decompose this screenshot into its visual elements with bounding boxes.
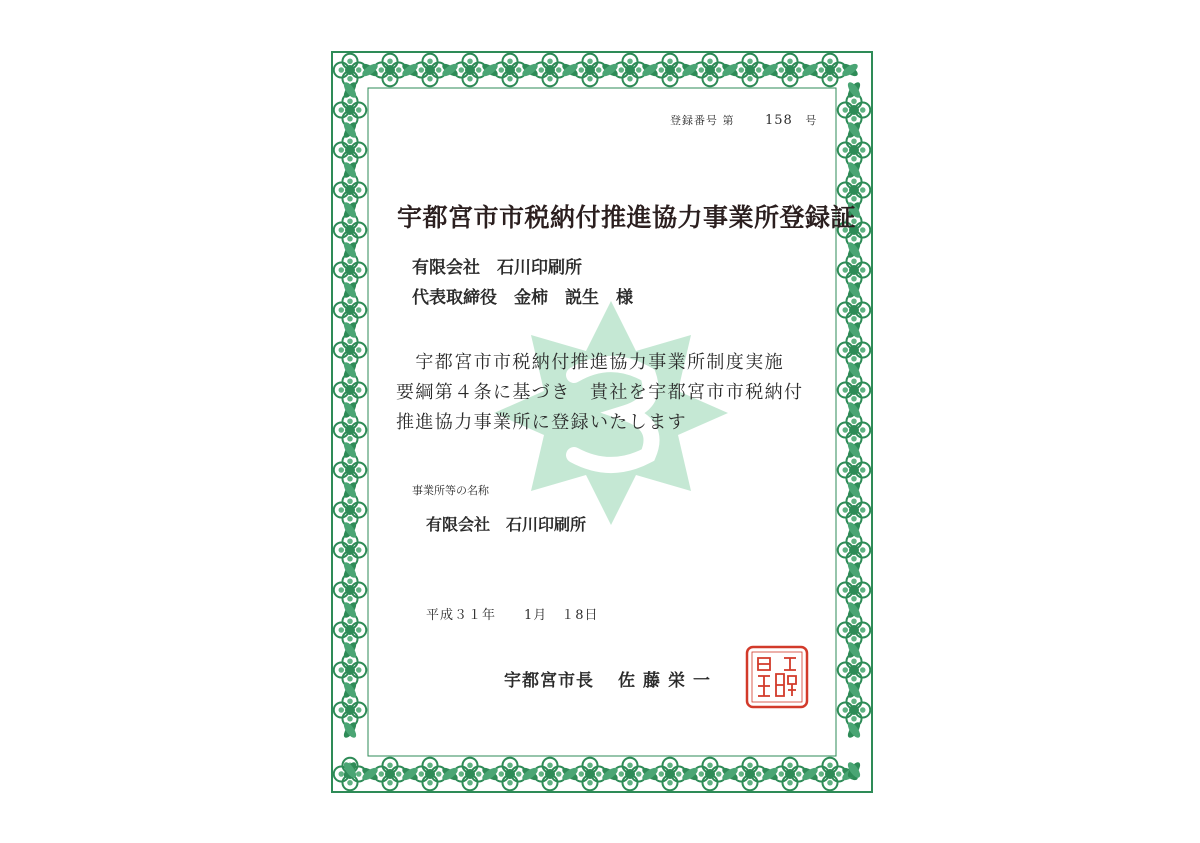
- office-label: 事業所等の名称: [412, 484, 489, 497]
- issuer-title: 宇都宮市長: [504, 671, 594, 691]
- issue-date: 平成３１年 1月 １8日: [426, 608, 599, 623]
- recipient-representative: 代表取締役 金柿 説生 様: [412, 288, 633, 308]
- body-line: 推進協力事業所に登録いたします: [396, 412, 687, 433]
- registration-number: [670, 112, 817, 128]
- issuer: [504, 666, 718, 691]
- issuer-name: 佐藤栄一: [618, 671, 718, 691]
- registration-prefix: 第: [722, 114, 735, 127]
- official-seal-icon: [744, 644, 810, 710]
- registration-value: 158: [765, 113, 793, 128]
- registration-suffix: 号: [805, 114, 818, 127]
- certificate: [318, 38, 886, 806]
- registration-label: 登録番号: [670, 114, 718, 127]
- office-name: 有限会社 石川印刷所: [426, 515, 587, 534]
- recipient-company: 有限会社 石川印刷所: [412, 258, 582, 278]
- certificate-title: 宇都宮市市税納付推進協力事業所登録証: [397, 203, 857, 232]
- body-line: 宇都宮市市税納付推進協力事業所制度実施: [396, 352, 784, 373]
- body-line: 要綱第４条に基づき 貴社を宇都宮市市税納付: [396, 382, 804, 403]
